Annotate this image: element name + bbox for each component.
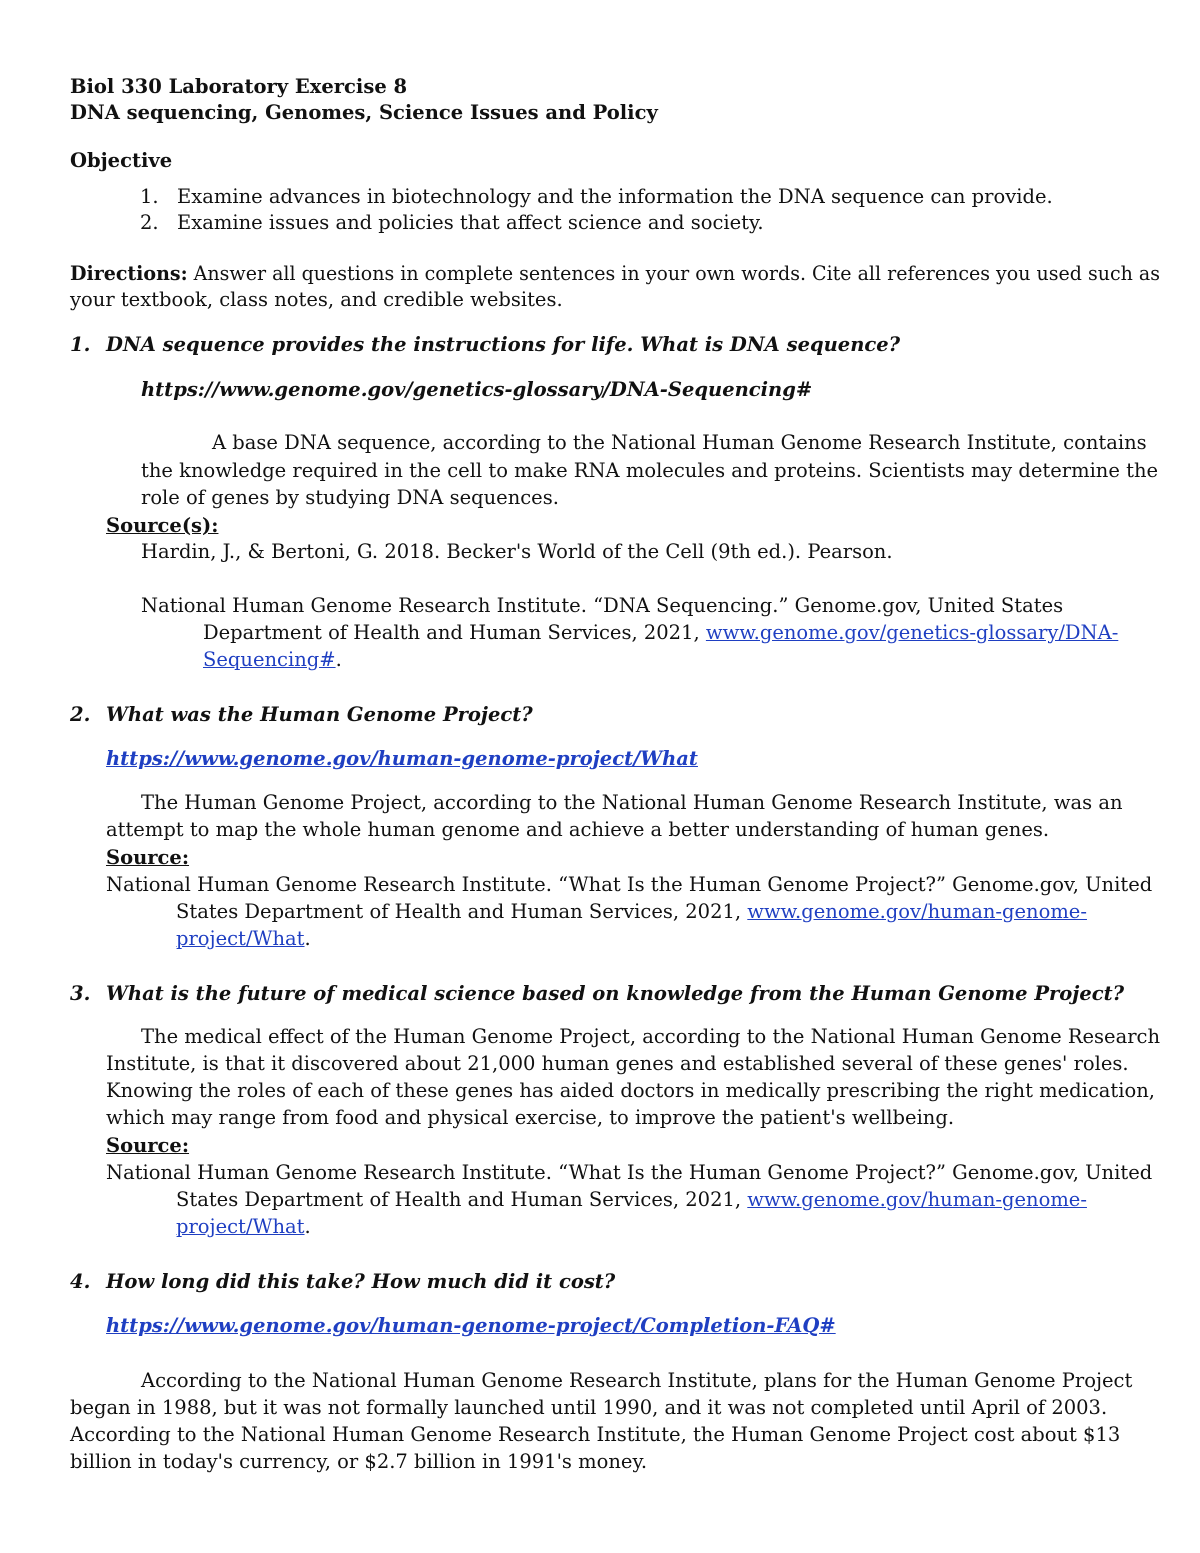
reference-hardin: Hardin, J., & Bertoni, G. 2018. Becker's World of the Cell (9th ed.). Pearson. — [141, 540, 893, 563]
question-2-text: What was the Human Genome Project? — [106, 703, 533, 726]
answer-1-line: A base DNA sequence, according to the National Human Genome Research Institute, contains — [212, 431, 1147, 454]
document-title-line2: DNA sequencing, Genomes, Science Issues and Policy — [70, 101, 658, 124]
reference-dna-sequencing-line2 — [203, 620, 1118, 646]
reference-text: States Department of Health and Human Services, 2021, — [176, 900, 748, 923]
source-label: Source: — [106, 1134, 190, 1157]
answer-4-line: billion in today's currency, or $2.7 billion in 1991's money. — [70, 1450, 648, 1473]
answer-4-line: began in 1988, but it was not formally launched until 1990, and it was not completed until April of 2003. — [70, 1396, 1108, 1419]
directions-label: Directions: — [70, 262, 188, 285]
question-1-url: https://www.genome.gov/genetics-glossary/DNA-Sequencing# — [141, 378, 813, 401]
reference-link-continued[interactable]: Sequencing# — [203, 648, 336, 671]
directions-line1 — [70, 261, 1160, 287]
reference-text: Department of Health and Human Services, 2021, — [203, 621, 706, 644]
source-label: Source: — [106, 846, 190, 869]
question-2-url-link[interactable]: https://www.genome.gov/human-genome-project/What — [106, 747, 698, 770]
directions-text: Answer all questions in complete sentences in your own words. Cite all references you used such as — [187, 262, 1161, 285]
answer-2-line: attempt to map the whole human genome and achieve a better understanding of human genes. — [106, 818, 1050, 841]
answer-2-line: The Human Genome Project, according to the National Human Genome Research Institute, was an — [141, 791, 1123, 814]
reference-period: . — [335, 648, 342, 671]
reference-hgp-line1: National Human Genome Research Institute. “What Is the Human Genome Project?” Genome.gov, United — [106, 1161, 1153, 1184]
directions-line2: your textbook, class notes, and credible websites. — [70, 288, 563, 311]
answer-1-line: role of genes by studying DNA sequences. — [141, 486, 559, 509]
reference-link-continued[interactable]: project/What — [176, 927, 305, 950]
answer-3-line: which may range from food and physical exercise, to improve the patient's wellbeing. — [106, 1106, 955, 1129]
reference-dna-sequencing-line3 — [203, 647, 342, 673]
answer-4-line: According to the National Human Genome Research Institute, plans for the Human Genome Project — [141, 1369, 1133, 1392]
reference-link[interactable]: www.genome.gov/human-genome- — [747, 1188, 1087, 1211]
reference-hgp-line1: National Human Genome Research Institute. “What Is the Human Genome Project?” Genome.gov, United — [106, 873, 1153, 896]
reference-link[interactable]: www.genome.gov/human-genome- — [747, 900, 1087, 923]
reference-hgp-line2 — [176, 899, 1087, 925]
question-3-text: What is the future of medical science based on knowledge from the Human Genome Project? — [106, 982, 1125, 1005]
question-number: 4. — [70, 1270, 91, 1293]
reference-hgp-line3 — [176, 926, 311, 952]
reference-period: . — [304, 1215, 311, 1238]
answer-1-line: the knowledge required in the cell to make RNA molecules and proteins. Scientists may determine the — [141, 459, 1159, 482]
reference-dna-sequencing-line1: National Human Genome Research Institute. “DNA Sequencing.” Genome.gov, United States — [141, 594, 1064, 617]
question-number: 1. — [70, 333, 91, 356]
answer-3-line: Knowing the roles of each of these genes has aided doctors in medically prescribing the right medication, — [106, 1079, 1155, 1102]
reference-hgp-line2 — [176, 1187, 1087, 1213]
reference-period: . — [304, 927, 311, 950]
objective-item-number: 2. — [140, 211, 159, 234]
reference-link[interactable]: www.genome.gov/genetics-glossary/DNA- — [705, 621, 1119, 644]
answer-3-line: The medical effect of the Human Genome Project, according to the National Human Genome Research — [141, 1025, 1161, 1048]
objective-item-text: Examine issues and policies that affect science and society. — [177, 211, 764, 234]
objective-item-number: 1. — [140, 185, 159, 208]
answer-4-line: According to the National Human Genome Research Institute, the Human Genome Project cost about $13 — [70, 1423, 1121, 1446]
document-title-line1: Biol 330 Laboratory Exercise 8 — [70, 75, 408, 98]
question-number: 3. — [70, 982, 91, 1005]
question-1-text: DNA sequence provides the instructions for life. What is DNA sequence? — [106, 333, 901, 356]
objective-item-text: Examine advances in biotechnology and the information the DNA sequence can provide. — [177, 185, 1053, 208]
reference-link-continued[interactable]: project/What — [176, 1215, 305, 1238]
question-4-text: How long did this take? How much did it cost? — [106, 1270, 616, 1293]
reference-hgp-line3 — [176, 1214, 311, 1240]
question-4-url-link[interactable]: https://www.genome.gov/human-genome-project/Completion-FAQ# — [106, 1314, 836, 1337]
reference-text: States Department of Health and Human Services, 2021, — [176, 1188, 748, 1211]
question-number: 2. — [70, 703, 91, 726]
source-label: Source(s): — [106, 514, 219, 537]
answer-3-line: Institute, is that it discovered about 21,000 human genes and established several of these genes' roles. — [106, 1052, 1129, 1075]
objective-heading: Objective — [70, 149, 173, 172]
